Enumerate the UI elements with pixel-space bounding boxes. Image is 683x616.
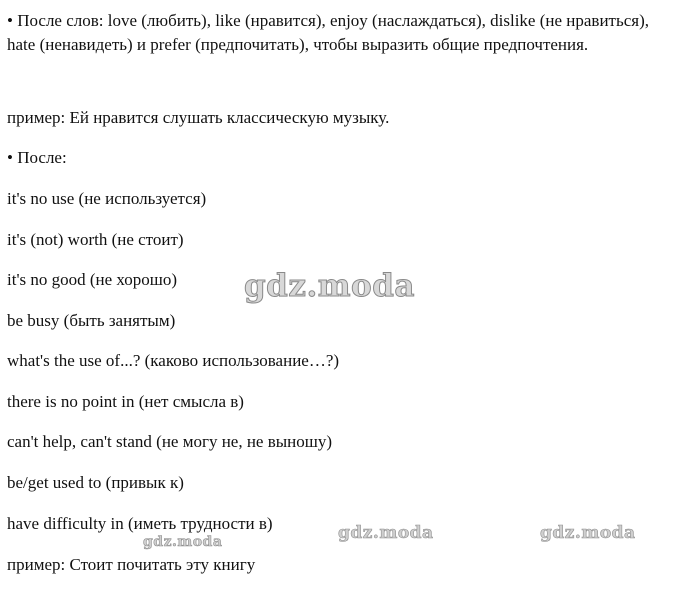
example-1: пример: Ей нравится слушать классическую музыку. [7,108,390,127]
watermark-main: gdz.moda [244,268,415,304]
intro-paragraph: • После слов: love (любить), like (нравится), enjoy (наслаждаться), dislike (не нравиться), hate (ненавидеть) и prefer (предпочитать), чтобы выразить общие предпочтения. [7,11,650,54]
watermark-small-3: gdz.moda [540,523,636,543]
list-item-cant-help-cant-stand: can't help, can't stand (не могу не, не выношу) [7,432,333,451]
list-item-its-no-use: it's no use (не используется) [7,189,207,208]
heading-after: • После: [7,148,67,167]
list-item-be-get-used-to: be/get used to (привык к) [7,473,184,492]
watermark-small-2: gdz.moda [338,523,434,543]
list-item-there-is-no-point-in: there is no point in (нет смысла в) [7,392,244,411]
list-item-its-no-good: it's no good (не хорошо) [7,270,178,289]
list-item-be-busy: be busy (быть занятым) [7,311,176,330]
list-item-whats-the-use-of: what's the use of...? (каково использование…?) [7,351,340,370]
list-item-have-difficulty-in: have difficulty in (иметь трудности в) [7,514,273,533]
watermark-small-1: gdz.moda [143,534,223,550]
list-item-its-not-worth: it's (not) worth (не стоит) [7,230,184,249]
example-2: пример: Стоит почитать эту книгу [7,555,256,574]
